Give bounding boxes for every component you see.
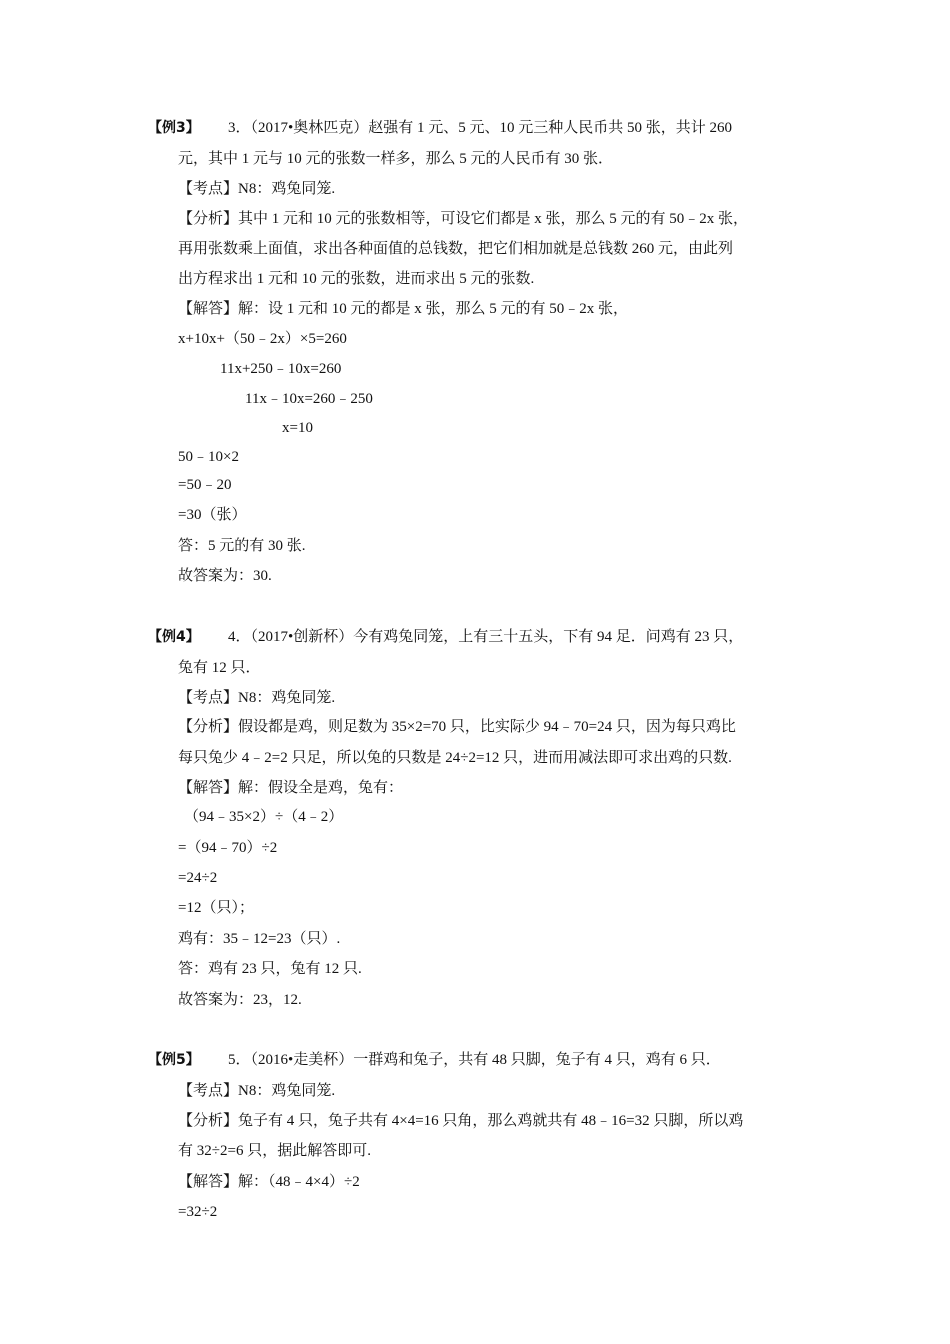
example5-step: =32÷2 — [178, 1204, 218, 1220]
example4-question-line1: 4．（2017•创新杯）今有鸡兔同笼，上有三十五头，下有 94 足．问鸡有 23 只， — [228, 629, 744, 645]
example5-analysis-line2: 有 32÷2=6 只，据此解答即可. — [178, 1143, 371, 1159]
example3-step: =50﹣20 — [178, 477, 232, 493]
example4-question-line2: 兔有 12 只． — [178, 660, 261, 676]
example5-tag: 【例5】 — [148, 1052, 200, 1068]
example4-answer: 答：鸡有 23 只，兔有 12 只. — [178, 961, 362, 977]
example3-answer: 答：5 元的有 30 张. — [178, 538, 306, 554]
example4-step: =24÷2 — [178, 870, 218, 886]
example3-analysis-line2: 再用张数乘上面值，求出各种面值的总钱数，把它们相加就是总钱数 260 元，由此列 — [178, 241, 734, 257]
example3-step: =30（张） — [178, 507, 247, 523]
example3-knowledge-point: 【考点】N8：鸡兔同笼. — [178, 181, 336, 197]
example4-knowledge-point: 【考点】N8：鸡兔同笼. — [178, 690, 336, 706]
example4-solution: 【解答】解：假设全是鸡，兔有： — [178, 780, 404, 796]
example3-step: 11x﹣10x=260﹣250 — [245, 391, 373, 407]
example3-step: x=10 — [282, 420, 313, 436]
example5-analysis-line1: 【分析】兔子有 4 只，兔子共有 4×4=16 只角，那么鸡就共有 48﹣16=32 只脚，所以鸡 — [178, 1113, 744, 1129]
example3-analysis-line3: 出方程求出 1 元和 10 元的张数，进而求出 5 元的张数. — [178, 271, 535, 287]
example3-question-line1: 3．（2017•奥林匹克）赵强有 1 元、5 元、10 元三种人民币共 50 张，共计 260 — [228, 120, 733, 136]
example4-tag: 【例4】 — [148, 629, 200, 645]
example4-final: 故答案为：23，12. — [178, 992, 302, 1008]
example3-solution: 【解答】解：设 1 元和 10 元的都是 x 张，那么 5 元的有 50﹣2x 张， — [178, 301, 629, 317]
example3-step: 11x+250﹣10x=260 — [220, 361, 342, 377]
example3-analysis-line1: 【分析】其中 1 元和 10 元的张数相等，可设它们都是 x 张，那么 5 元的有 50﹣2x 张， — [178, 211, 749, 227]
example3-final: 故答案为：30. — [178, 568, 272, 584]
example5-question-line1: 5．（2016•走美杯）一群鸡和兔子，共有 48 只脚，兔子有 4 只，鸡有 6 只． — [228, 1052, 721, 1068]
example3-tag: 【例3】 — [148, 120, 200, 136]
example4-analysis-line2: 每只兔少 4﹣2=2 只足，所以兔的只数是 24÷2=12 只，进而用减法即可求出鸡的只数. — [178, 750, 732, 766]
example5-solution: 【解答】解：（48﹣4×4）÷2 — [178, 1174, 360, 1190]
example4-step: （94﹣35×2）÷（4﹣2） — [184, 809, 344, 825]
example5-knowledge-point: 【考点】N8：鸡兔同笼. — [178, 1083, 336, 1099]
example4-step: =（94﹣70）÷2 — [178, 840, 278, 856]
example4-analysis-line1: 【分析】假设都是鸡，则足数为 35×2=70 只，比实际少 94﹣70=24 只，因为每只鸡比 — [178, 719, 736, 735]
example4-step: =12（只）； — [178, 900, 254, 916]
example3-step: x+10x+（50﹣2x）×5=260 — [178, 331, 347, 347]
example4-step: 鸡有：35﹣12=23（只）. — [178, 931, 341, 947]
example3-step: 50﹣10×2 — [178, 449, 239, 465]
example3-question-line2: 元，其中 1 元与 10 元的张数一样多，那么 5 元的人民币有 30 张． — [178, 151, 614, 167]
